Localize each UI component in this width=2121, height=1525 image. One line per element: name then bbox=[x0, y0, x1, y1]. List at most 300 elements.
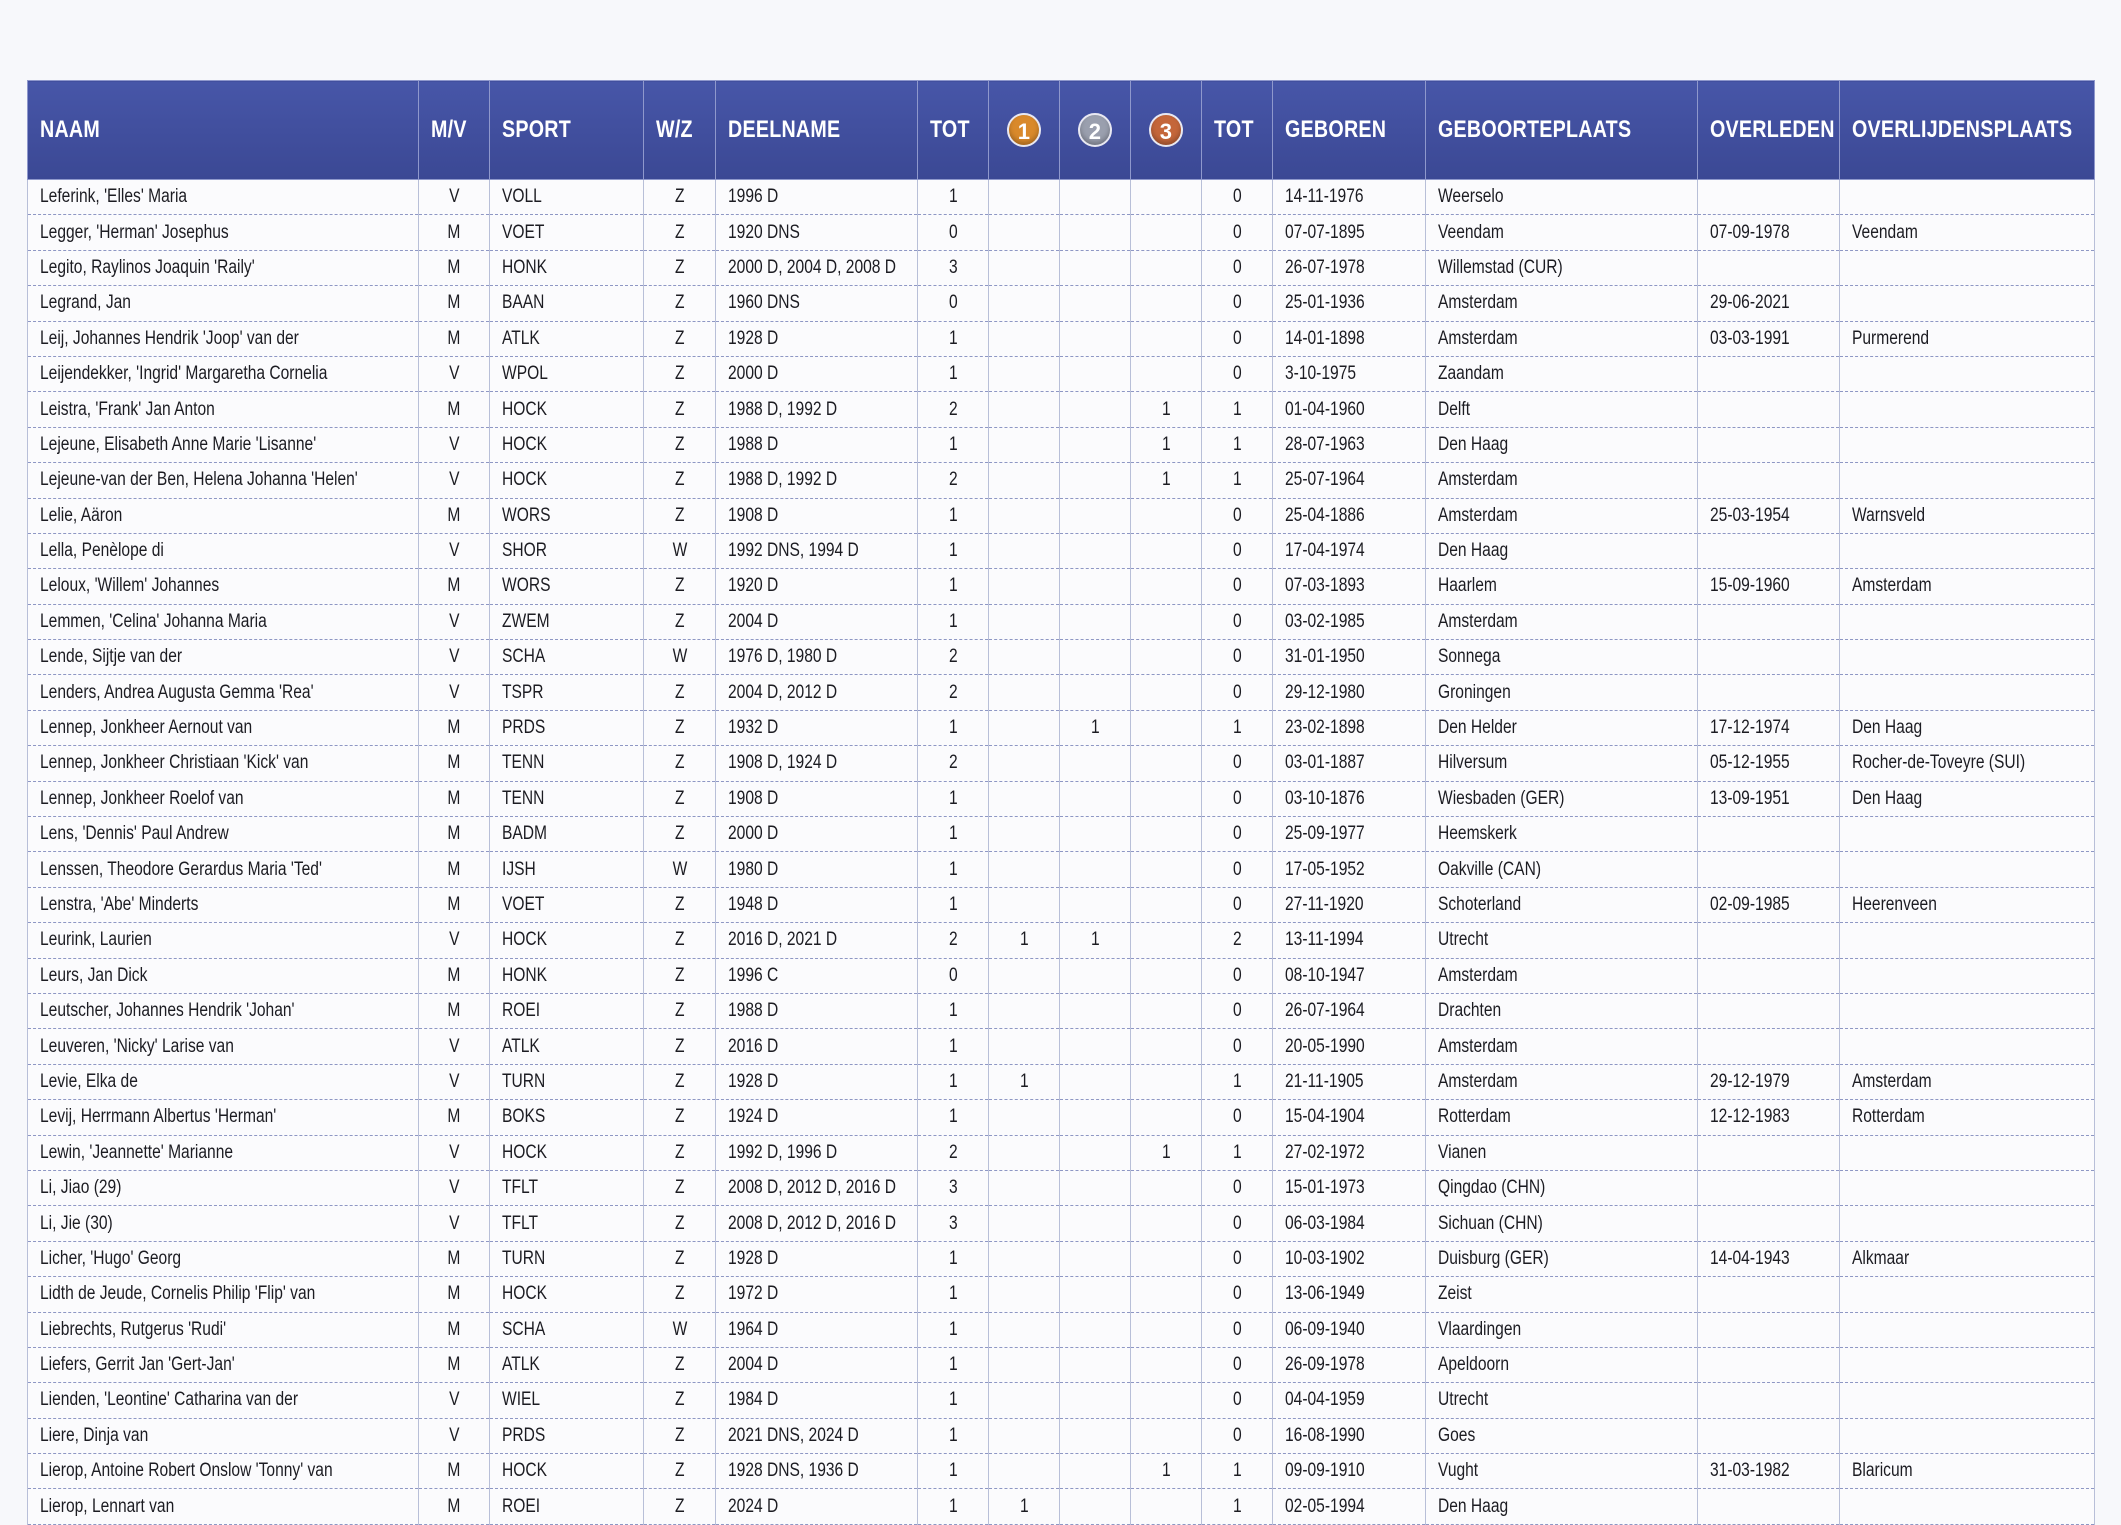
cell-mv bbox=[419, 887, 490, 922]
table-row[interactable] bbox=[28, 1277, 2095, 1312]
table-row[interactable] bbox=[28, 781, 2095, 816]
cell-geboorteplaats bbox=[1426, 1064, 1698, 1099]
cell-bronze bbox=[1131, 1383, 1202, 1418]
mv-value: M bbox=[447, 575, 461, 597]
cell-tot bbox=[918, 427, 989, 462]
cell-geboren bbox=[1273, 852, 1426, 887]
deelname-value: 2004 D bbox=[728, 1354, 779, 1376]
overleden-value: 12-12-1983 bbox=[1710, 1106, 1790, 1128]
cell-silver bbox=[1060, 1454, 1131, 1489]
table-row[interactable] bbox=[28, 321, 2095, 356]
cell-tot bbox=[918, 1383, 989, 1418]
table-row[interactable] bbox=[28, 1347, 2095, 1382]
cell-sport bbox=[490, 781, 644, 816]
cell-gold bbox=[989, 533, 1060, 568]
header-mv[interactable]: M/V bbox=[419, 81, 490, 180]
mv-value: M bbox=[447, 398, 461, 420]
header-naam[interactable]: NAAM bbox=[28, 81, 419, 180]
table-row[interactable] bbox=[28, 675, 2095, 710]
cell-overleden bbox=[1698, 604, 1840, 639]
geboorteplaats-value: Goes bbox=[1438, 1424, 1476, 1446]
deelname-value: 2024 D bbox=[728, 1495, 779, 1517]
cell-gold bbox=[989, 675, 1060, 710]
cell-geboorteplaats bbox=[1426, 993, 1698, 1028]
cell-overlijdensplaats bbox=[1840, 781, 2095, 816]
cell-sport bbox=[490, 286, 644, 321]
wz-value: Z bbox=[674, 929, 685, 951]
cell-tot bbox=[918, 1277, 989, 1312]
cell-wz bbox=[644, 640, 716, 675]
mv-value: M bbox=[447, 1495, 461, 1517]
table-row[interactable] bbox=[28, 746, 2095, 781]
cell-overlijdensplaats bbox=[1840, 1347, 2095, 1382]
cell-overleden bbox=[1698, 463, 1840, 498]
cell-bronze bbox=[1131, 746, 1202, 781]
overleden-value: 29-06-2021 bbox=[1710, 292, 1790, 314]
cell-naam bbox=[28, 675, 419, 710]
deelname-value: 2021 DNS, 2024 D bbox=[728, 1424, 859, 1446]
header-overlijdensplaats[interactable]: OVERLIJDENSPLAATS bbox=[1840, 81, 2095, 180]
cell-bronze bbox=[1131, 1170, 1202, 1205]
naam-value: Leistra, 'Frank' Jan Anton bbox=[40, 398, 215, 420]
athlete-table bbox=[27, 80, 2095, 1525]
cell-tot-medals bbox=[1202, 569, 1273, 604]
geboorteplaats-value: Utrecht bbox=[1438, 929, 1489, 951]
cell-sport bbox=[490, 852, 644, 887]
naam-value: Lierop, Lennart van bbox=[40, 1495, 175, 1517]
cell-sport bbox=[490, 356, 644, 391]
table-row[interactable] bbox=[28, 1135, 2095, 1170]
cell-tot bbox=[918, 463, 989, 498]
cell-gold bbox=[989, 1454, 1060, 1489]
cell-sport bbox=[490, 1100, 644, 1135]
cell-geboren bbox=[1273, 958, 1426, 993]
cell-tot bbox=[918, 781, 989, 816]
cell-geboorteplaats bbox=[1426, 1029, 1698, 1064]
cell-mv bbox=[419, 1100, 490, 1135]
header-silver-medal[interactable] bbox=[1060, 81, 1131, 180]
cell-overleden bbox=[1698, 817, 1840, 852]
cell-gold bbox=[989, 1170, 1060, 1205]
header-overleden[interactable]: OVERLEDEN bbox=[1698, 81, 1840, 180]
mv-value: V bbox=[448, 610, 460, 632]
table-row[interactable] bbox=[28, 1206, 2095, 1241]
tot-medals-value: 1 bbox=[1232, 398, 1242, 420]
cell-deelname bbox=[716, 852, 918, 887]
geboren-value: 28-07-1963 bbox=[1285, 433, 1365, 455]
table-row[interactable] bbox=[28, 1100, 2095, 1135]
cell-geboren bbox=[1273, 1100, 1426, 1135]
cell-geboren bbox=[1273, 640, 1426, 675]
cell-gold bbox=[989, 1029, 1060, 1064]
header-bronze-medal[interactable] bbox=[1131, 81, 1202, 180]
naam-value: Leijendekker, 'Ingrid' Margaretha Cornelia bbox=[40, 363, 328, 385]
table-row[interactable] bbox=[28, 180, 2095, 215]
cell-mv bbox=[419, 569, 490, 604]
table-row[interactable] bbox=[28, 852, 2095, 887]
cell-gold bbox=[989, 1064, 1060, 1099]
mv-value: V bbox=[448, 1070, 460, 1092]
cell-overlijdensplaats bbox=[1840, 1489, 2095, 1524]
table-row[interactable] bbox=[28, 533, 2095, 568]
cell-bronze bbox=[1131, 710, 1202, 745]
cell-tot bbox=[918, 1100, 989, 1135]
cell-overlijdensplaats bbox=[1840, 250, 2095, 285]
cell-geboorteplaats bbox=[1426, 1383, 1698, 1418]
cell-naam bbox=[28, 958, 419, 993]
cell-gold bbox=[989, 958, 1060, 993]
geboorteplaats-value: Vught bbox=[1438, 1460, 1479, 1482]
tot-medals-value: 0 bbox=[1232, 646, 1242, 668]
cell-tot-medals bbox=[1202, 1064, 1273, 1099]
cell-gold bbox=[989, 321, 1060, 356]
header-deelname[interactable]: DEELNAME bbox=[716, 81, 918, 180]
tot-value: 1 bbox=[948, 610, 958, 632]
table-row[interactable] bbox=[28, 1064, 2095, 1099]
mv-value: M bbox=[447, 1318, 461, 1340]
wz-value: Z bbox=[674, 398, 685, 420]
table-row[interactable] bbox=[28, 286, 2095, 321]
sport-value: TENN bbox=[502, 752, 545, 774]
cell-bronze bbox=[1131, 1100, 1202, 1135]
sport-value: ATLK bbox=[502, 1354, 540, 1376]
cell-gold bbox=[989, 923, 1060, 958]
geboorteplaats-value: Drachten bbox=[1438, 1000, 1502, 1022]
cell-bronze bbox=[1131, 1489, 1202, 1524]
tot-value: 1 bbox=[948, 1354, 958, 1376]
cell-wz bbox=[644, 887, 716, 922]
cell-gold bbox=[989, 1277, 1060, 1312]
tot-medals-value: 0 bbox=[1232, 1000, 1242, 1022]
cell-sport bbox=[490, 923, 644, 958]
cell-silver bbox=[1060, 1135, 1131, 1170]
tot-value: 3 bbox=[948, 1177, 958, 1199]
geboorteplaats-value: Qingdao (CHN) bbox=[1438, 1177, 1546, 1199]
cell-gold bbox=[989, 1312, 1060, 1347]
cell-gold bbox=[989, 710, 1060, 745]
deelname-value: 1988 D bbox=[728, 1000, 779, 1022]
cell-geboorteplaats bbox=[1426, 887, 1698, 922]
overlijdensplaats-value: Amsterdam bbox=[1852, 1070, 1932, 1092]
cell-wz bbox=[644, 1100, 716, 1135]
table-row[interactable] bbox=[28, 569, 2095, 604]
cell-tot bbox=[918, 1241, 989, 1276]
table-row[interactable] bbox=[28, 817, 2095, 852]
cell-deelname bbox=[716, 569, 918, 604]
cell-gold bbox=[989, 852, 1060, 887]
wz-value: Z bbox=[674, 469, 685, 491]
mv-value: V bbox=[448, 469, 460, 491]
tot-medals-value: 0 bbox=[1232, 327, 1242, 349]
wz-value: Z bbox=[674, 1106, 685, 1128]
naam-value: Lenssen, Theodore Gerardus Maria 'Ted' bbox=[40, 858, 322, 880]
mv-value: V bbox=[448, 433, 460, 455]
tot-value: 1 bbox=[948, 1318, 958, 1340]
mv-value: M bbox=[447, 964, 461, 986]
table-row[interactable] bbox=[28, 710, 2095, 745]
cell-geboren bbox=[1273, 1206, 1426, 1241]
tot-value: 1 bbox=[948, 1495, 958, 1517]
cell-sport bbox=[490, 1029, 644, 1064]
cell-overleden bbox=[1698, 710, 1840, 745]
wz-value: Z bbox=[674, 256, 685, 278]
cell-wz bbox=[644, 817, 716, 852]
wz-value: Z bbox=[674, 433, 685, 455]
cell-sport bbox=[490, 710, 644, 745]
tot-medals-value: 1 bbox=[1232, 1070, 1242, 1092]
cell-wz bbox=[644, 1277, 716, 1312]
cell-gold bbox=[989, 1135, 1060, 1170]
cell-naam bbox=[28, 1064, 419, 1099]
cell-tot-medals bbox=[1202, 1347, 1273, 1382]
cell-overleden bbox=[1698, 1241, 1840, 1276]
geboorteplaats-value: Sonnega bbox=[1438, 646, 1501, 668]
cell-naam bbox=[28, 356, 419, 391]
table-row[interactable] bbox=[28, 1170, 2095, 1205]
table-row[interactable] bbox=[28, 427, 2095, 462]
cell-overleden bbox=[1698, 1029, 1840, 1064]
cell-geboorteplaats bbox=[1426, 392, 1698, 427]
deelname-value: 1992 DNS, 1994 D bbox=[728, 540, 859, 562]
naam-value: Lemmen, 'Celina' Johanna Maria bbox=[40, 610, 267, 632]
cell-overleden bbox=[1698, 1489, 1840, 1524]
naam-value: Leij, Johannes Hendrik 'Joop' van der bbox=[40, 327, 299, 349]
table-row[interactable] bbox=[28, 1241, 2095, 1276]
sport-value: BOKS bbox=[502, 1106, 546, 1128]
tot-value: 1 bbox=[948, 504, 958, 526]
header-geboren[interactable]: GEBOREN bbox=[1273, 81, 1426, 180]
cell-naam bbox=[28, 1454, 419, 1489]
geboorteplaats-value: Groningen bbox=[1438, 681, 1511, 703]
mv-value: M bbox=[447, 256, 461, 278]
header-wz[interactable]: W/Z bbox=[644, 81, 716, 180]
cell-gold bbox=[989, 427, 1060, 462]
geboorteplaats-value: Hilversum bbox=[1438, 752, 1508, 774]
cell-wz bbox=[644, 604, 716, 639]
table-row[interactable] bbox=[28, 958, 2095, 993]
cell-geboorteplaats bbox=[1426, 781, 1698, 816]
cell-gold bbox=[989, 1241, 1060, 1276]
mv-value: V bbox=[448, 1212, 460, 1234]
geboorteplaats-value: Amsterdam bbox=[1438, 1070, 1518, 1092]
cell-geboren bbox=[1273, 356, 1426, 391]
cell-geboorteplaats bbox=[1426, 215, 1698, 250]
table-row[interactable] bbox=[28, 923, 2095, 958]
wz-value: Z bbox=[674, 1070, 685, 1092]
cell-naam bbox=[28, 640, 419, 675]
cell-mv bbox=[419, 1241, 490, 1276]
header-sport[interactable]: SPORT bbox=[490, 81, 644, 180]
deelname-value: 1920 DNS bbox=[728, 221, 800, 243]
cell-naam bbox=[28, 250, 419, 285]
header-gold-medal[interactable] bbox=[989, 81, 1060, 180]
cell-naam bbox=[28, 1241, 419, 1276]
cell-geboorteplaats bbox=[1426, 640, 1698, 675]
tot-value: 1 bbox=[948, 575, 958, 597]
tot-medals-value: 1 bbox=[1232, 717, 1242, 739]
cell-gold bbox=[989, 1347, 1060, 1382]
tot-medals-value: 0 bbox=[1232, 1177, 1242, 1199]
table-row[interactable] bbox=[28, 392, 2095, 427]
cell-geboren bbox=[1273, 463, 1426, 498]
cell-tot bbox=[918, 1206, 989, 1241]
deelname-value: 2004 D bbox=[728, 610, 779, 632]
table-row[interactable] bbox=[28, 1383, 2095, 1418]
cell-wz bbox=[644, 1206, 716, 1241]
tot-value: 1 bbox=[948, 186, 958, 208]
cell-bronze bbox=[1131, 604, 1202, 639]
geboren-value: 31-01-1950 bbox=[1285, 646, 1365, 668]
deelname-value: 1988 D, 1992 D bbox=[728, 398, 838, 420]
header-geboorteplaats[interactable]: GEBOORTEPLAATS bbox=[1426, 81, 1698, 180]
cell-tot-medals bbox=[1202, 286, 1273, 321]
cell-overlijdensplaats bbox=[1840, 1277, 2095, 1312]
cell-mv bbox=[419, 675, 490, 710]
cell-geboorteplaats bbox=[1426, 604, 1698, 639]
tot-value: 2 bbox=[948, 646, 958, 668]
cell-silver bbox=[1060, 817, 1131, 852]
cell-geboren bbox=[1273, 781, 1426, 816]
cell-mv bbox=[419, 604, 490, 639]
cell-tot bbox=[918, 817, 989, 852]
cell-silver bbox=[1060, 321, 1131, 356]
sport-value: VOET bbox=[502, 221, 545, 243]
deelname-value: 1972 D bbox=[728, 1283, 779, 1305]
naam-value: Lennep, Jonkheer Christiaan 'Kick' van bbox=[40, 752, 309, 774]
tot-value: 1 bbox=[948, 858, 958, 880]
table-row[interactable] bbox=[28, 250, 2095, 285]
cell-wz bbox=[644, 250, 716, 285]
cell-mv bbox=[419, 321, 490, 356]
bronze-value: 1 bbox=[1161, 398, 1171, 420]
geboorteplaats-value: Amsterdam bbox=[1438, 610, 1518, 632]
geboren-value: 14-11-1976 bbox=[1285, 186, 1364, 208]
cell-overleden bbox=[1698, 675, 1840, 710]
header-tot-medals[interactable]: TOT bbox=[1202, 81, 1273, 180]
sport-value: WORS bbox=[502, 504, 551, 526]
deelname-value: 1980 D bbox=[728, 858, 779, 880]
overlijdensplaats-value: Purmerend bbox=[1852, 327, 1930, 349]
cell-naam bbox=[28, 1206, 419, 1241]
cell-geboorteplaats bbox=[1426, 1312, 1698, 1347]
tot-value: 1 bbox=[948, 1283, 958, 1305]
wz-value: Z bbox=[674, 717, 685, 739]
overlijdensplaats-value: Warnsveld bbox=[1852, 504, 1926, 526]
sport-value: ZWEM bbox=[502, 610, 550, 632]
table-row[interactable] bbox=[28, 887, 2095, 922]
sport-value: HOCK bbox=[502, 1460, 548, 1482]
cell-geboorteplaats bbox=[1426, 746, 1698, 781]
naam-value: Lienden, 'Leontine' Catharina van der bbox=[40, 1389, 299, 1411]
table-row[interactable] bbox=[28, 1312, 2095, 1347]
geboorteplaats-value: Amsterdam bbox=[1438, 964, 1518, 986]
sport-value: SCHA bbox=[502, 646, 546, 668]
mv-value: M bbox=[447, 1106, 461, 1128]
cell-bronze bbox=[1131, 250, 1202, 285]
table-row[interactable] bbox=[28, 215, 2095, 250]
cell-overleden bbox=[1698, 250, 1840, 285]
cell-bronze bbox=[1131, 1277, 1202, 1312]
tot-medals-value: 0 bbox=[1232, 964, 1242, 986]
overlijdensplaats-value: Alkmaar bbox=[1852, 1247, 1910, 1269]
cell-silver bbox=[1060, 1241, 1131, 1276]
cell-overlijdensplaats bbox=[1840, 1241, 2095, 1276]
mv-value: V bbox=[448, 1177, 460, 1199]
tot-value: 1 bbox=[948, 540, 958, 562]
cell-sport bbox=[490, 180, 644, 215]
deelname-value: 1908 D bbox=[728, 787, 779, 809]
header-tot[interactable]: TOT bbox=[918, 81, 989, 180]
cell-deelname bbox=[716, 640, 918, 675]
cell-tot bbox=[918, 1312, 989, 1347]
wz-value: Z bbox=[674, 894, 685, 915]
cell-deelname bbox=[716, 286, 918, 321]
table-row[interactable] bbox=[28, 498, 2095, 533]
table-row[interactable] bbox=[28, 640, 2095, 675]
geboren-value: 03-02-1985 bbox=[1285, 610, 1365, 632]
table-row[interactable] bbox=[28, 1489, 2095, 1524]
sport-value: HOCK bbox=[502, 398, 548, 420]
tot-medals-value: 0 bbox=[1232, 1424, 1242, 1446]
cell-wz bbox=[644, 569, 716, 604]
cell-bronze bbox=[1131, 993, 1202, 1028]
cell-overlijdensplaats bbox=[1840, 1170, 2095, 1205]
cell-mv bbox=[419, 993, 490, 1028]
cell-mv bbox=[419, 640, 490, 675]
cell-geboren bbox=[1273, 1454, 1426, 1489]
wz-value: Z bbox=[674, 1460, 685, 1482]
table-row[interactable] bbox=[28, 1418, 2095, 1453]
table-row[interactable] bbox=[28, 604, 2095, 639]
cell-tot bbox=[918, 852, 989, 887]
cell-wz bbox=[644, 286, 716, 321]
cell-silver bbox=[1060, 286, 1131, 321]
mv-value: M bbox=[447, 327, 461, 349]
cell-bronze bbox=[1131, 1029, 1202, 1064]
cell-silver bbox=[1060, 533, 1131, 568]
deelname-value: 1988 D, 1992 D bbox=[728, 469, 838, 491]
cell-tot bbox=[918, 215, 989, 250]
cell-tot bbox=[918, 887, 989, 922]
wz-value: Z bbox=[674, 186, 685, 208]
naam-value: Liere, Dinja van bbox=[40, 1424, 149, 1446]
cell-silver bbox=[1060, 710, 1131, 745]
deelname-value: 1928 D bbox=[728, 327, 779, 349]
cell-deelname bbox=[716, 463, 918, 498]
mv-value: M bbox=[447, 1354, 461, 1376]
cell-geboren bbox=[1273, 817, 1426, 852]
cell-overlijdensplaats bbox=[1840, 533, 2095, 568]
cell-overlijdensplaats bbox=[1840, 746, 2095, 781]
naam-value: Lejeune-van der Ben, Helena Johanna 'Helen' bbox=[40, 469, 358, 491]
cell-gold bbox=[989, 604, 1060, 639]
tot-value: 1 bbox=[948, 787, 958, 809]
cell-naam bbox=[28, 887, 419, 922]
table-row[interactable] bbox=[28, 1454, 2095, 1489]
cell-sport bbox=[490, 1347, 644, 1382]
wz-value: Z bbox=[674, 1141, 685, 1163]
cell-geboren bbox=[1273, 1312, 1426, 1347]
table-row[interactable] bbox=[28, 1029, 2095, 1064]
cell-overleden bbox=[1698, 993, 1840, 1028]
table-row[interactable] bbox=[28, 463, 2095, 498]
geboren-value: 27-02-1972 bbox=[1285, 1141, 1365, 1163]
deelname-value: 1928 DNS, 1936 D bbox=[728, 1460, 859, 1482]
table-row[interactable] bbox=[28, 993, 2095, 1028]
table-row[interactable] bbox=[28, 356, 2095, 391]
cell-gold bbox=[989, 463, 1060, 498]
cell-tot-medals bbox=[1202, 1489, 1273, 1524]
